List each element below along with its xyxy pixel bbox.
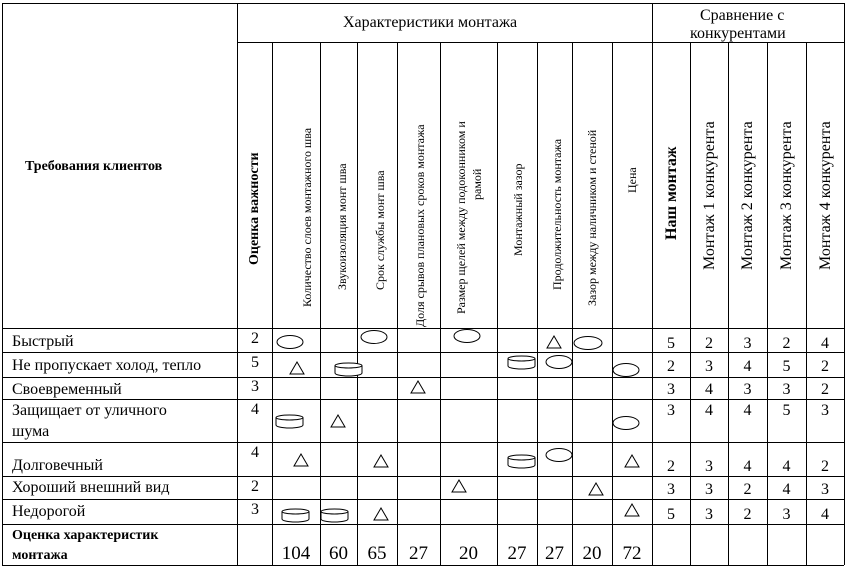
score-cell: 3 [743,381,752,398]
score-cell: 2 [782,335,791,352]
triangle-icon [624,454,640,468]
score-cell: 4 [743,402,752,419]
ellipse-icon [360,329,388,345]
score-cell: 2 [667,458,675,475]
total-value: 20 [582,543,602,564]
ellipse-icon [545,447,573,463]
triangle-icon [330,414,346,428]
col-line-11 [652,3,653,565]
importance-value: 2 [251,330,259,347]
row-line-5 [2,476,844,477]
importance-value: 5 [251,354,259,371]
score-cell: 2 [743,481,752,498]
ellipse-icon [612,362,640,378]
total-value: 72 [622,543,642,564]
total-value: 104 [281,543,311,564]
score-cell: 3 [667,481,675,498]
cylinder-icon [275,414,305,429]
header-bottom-line [2,328,844,329]
header-divider-characteristics [237,42,844,43]
competitor-header-2: Монтаж 2 конкурента [739,121,756,270]
score-cell: 3 [705,458,713,475]
border-left [2,3,3,565]
cylinder-icon [281,508,311,523]
cylinder-icon [334,362,364,377]
triangle-icon [546,335,562,349]
competitor-header-1: Монтаж 1 конкурента [701,121,718,270]
total-value: 27 [545,543,564,564]
totals-label: Оценка характеристик [12,528,159,543]
total-value: 27 [409,543,428,564]
score-cell: 2 [743,506,752,523]
score-cell: 3 [821,402,829,419]
characteristics-title: Характеристики монтажа [343,14,518,31]
col-line-6 [440,42,441,565]
col-line-3 [320,42,321,565]
comparison-title-line2: конкурентами [690,25,786,42]
char-header-service-life: Срок службы монт шва [373,170,387,290]
requirement-label: Долговечный [12,457,103,474]
ellipse-icon [573,335,603,351]
ellipse-icon [276,334,304,350]
triangle-icon [451,479,467,493]
score-cell: 2 [705,335,713,352]
requirement-label: Не пропускает холод, тепло [12,357,202,374]
row-line-2 [2,377,844,378]
row-line-6 [2,499,844,500]
importance-value: 4 [251,401,259,418]
score-cell: 4 [782,481,791,498]
importance-value: 3 [251,378,259,395]
score-cell: 3 [667,381,675,398]
row-line-4 [2,442,844,443]
char-header-mounting-gap: Монтажный зазор [511,163,525,256]
char-header-schedule-failures: Доля срывов плановых сроков монтажа [413,124,427,327]
cylinder-icon [320,508,350,523]
competitor-header-3: Монтаж 3 конкурента [778,121,795,270]
total-value: 27 [507,543,527,564]
importance-value: 2 [251,478,259,495]
total-value: 20 [459,543,478,564]
border-right [844,3,845,565]
competitor-header-4: Монтаж 4 конкурента [817,121,834,270]
score-cell: 3 [705,506,713,523]
requirement-label: Быстрый [12,333,74,350]
total-value: 65 [367,543,387,564]
triangle-icon [289,361,305,375]
col-line-1 [237,3,238,565]
score-cell: 4 [705,402,713,419]
score-cell: 5 [667,506,675,523]
competitor-header-ours: Наш монтаж [663,146,680,240]
importance-value: 4 [251,444,259,461]
total-value: 60 [329,543,348,564]
char-header-soundproofing: Звукоизоляция монт шва [335,163,349,290]
cylinder-icon [507,454,537,469]
importance-header: Оценка важности [247,152,262,265]
col-line-9 [572,42,573,565]
requirement-label: Защищает от уличного [12,402,167,419]
col-line-7 [497,42,498,565]
score-cell: 3 [667,402,675,419]
score-cell: 3 [705,481,713,498]
triangle-icon [373,507,389,521]
ellipse-icon [453,328,481,344]
comparison-title-line1: Сравнение с [700,7,785,24]
triangle-icon [293,453,309,467]
triangle-icon [373,454,389,468]
ellipse-icon [612,415,640,431]
score-cell: 2 [821,458,829,475]
totals-label-line2: монтажа [12,548,68,563]
requirements-title: Требования клиентов [25,159,163,174]
score-cell: 3 [705,358,713,375]
border-top [2,3,844,4]
score-cell: 4 [705,381,713,398]
score-cell: 5 [782,358,791,375]
ellipse-icon [545,354,573,370]
triangle-icon [410,380,426,394]
score-cell: 5 [667,335,675,352]
char-header-trim-gap: Зазор между наличником и стеной [585,129,599,306]
char-header-price: Цена [625,167,639,193]
char-header-duration: Продолжительность монтажа [550,138,564,290]
triangle-icon [588,482,604,496]
score-cell: 4 [743,358,752,375]
score-cell: 2 [821,381,829,398]
score-cell: 2 [667,358,675,375]
score-cell: 2 [821,358,829,375]
col-line-4 [357,42,358,565]
col-line-10 [612,42,613,565]
score-cell: 3 [782,506,791,523]
score-cell: 5 [782,402,791,419]
char-header-gap-size: Размер щелей между подоконником и [454,121,468,314]
char-header-gap-size-line2: рамой [470,168,484,200]
score-cell: 4 [743,458,752,475]
cylinder-icon [507,355,537,370]
score-cell: 3 [821,481,829,498]
score-cell: 4 [821,506,829,523]
score-cell: 3 [782,381,791,398]
row-line-7 [2,524,844,525]
row-line-1 [2,352,844,353]
requirement-label: Недорогой [12,503,86,520]
score-cell: 4 [821,335,829,352]
char-header-layers: Количество слоев монтажного шва [300,127,314,307]
score-cell: 3 [743,335,752,352]
requirement-label: Своевременный [12,381,122,398]
col-line-5 [397,42,398,565]
triangle-icon [624,503,640,517]
row-line-3 [2,399,844,400]
requirement-label-line2: шума [12,423,50,440]
requirement-label: Хороший внешний вид [12,479,170,496]
score-cell: 4 [782,458,791,475]
col-line-8 [537,42,538,565]
border-bottom [2,565,844,566]
col-line-2 [272,42,273,565]
importance-value: 3 [251,501,259,518]
